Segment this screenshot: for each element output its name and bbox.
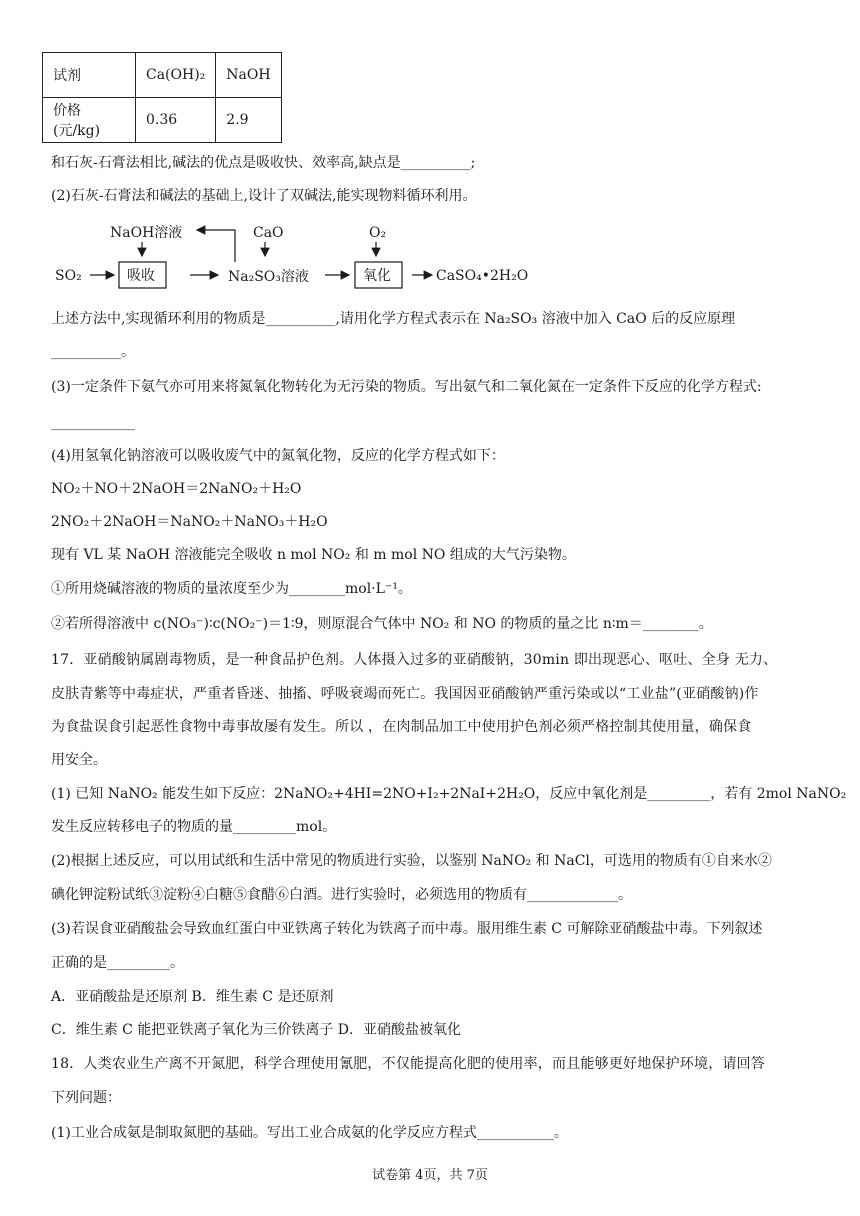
na2so3-solution-label: Na₂SO₃溶液 <box>228 269 309 285</box>
table-cell: 2.9 <box>216 98 281 143</box>
text-line: (4)用氢氧化钠溶液可以吸收废气中的氮氧化物，反应的化学方程式如下： <box>51 448 505 464</box>
text-line: 皮肤青紫等中毒症状，严重者昏迷、抽搐、呼吸衰竭而死亡。我国因亚硝酸钠严重污染或以“工业盐”(亚硝酸钠)作 <box>51 686 759 702</box>
text-line: 为食盐误食引起恶性食物中毒事故屡有发生。所以 ，在肉制品加工中使用护色剂必须严格控制其使用量，确保食 <box>51 719 752 735</box>
oxidize-label: 氧化 <box>363 268 391 284</box>
price-table <box>42 52 282 143</box>
absorb-label: 吸收 <box>127 268 155 284</box>
text-line: 发生反应转移电子的物质的量_________mol。 <box>51 819 337 835</box>
text-line: ____________ <box>51 415 135 431</box>
table-row <box>43 98 282 143</box>
double-alkali-process-diagram <box>50 218 550 298</box>
table-cell: 价格(元/kg) <box>43 98 136 143</box>
equation-line: NO₂＋NO＋2NaOH＝2NaNO₂＋H₂O <box>51 481 302 497</box>
text-line: (3)一定条件下氨气亦可用来将氮氧化物转化为无污染的物质。写出氨气和二氧化氮在一定条件下反应的化学方程式: <box>51 379 762 395</box>
text-line: __________。 <box>51 344 135 360</box>
text-line: 用安全。 <box>51 752 107 768</box>
text-line: (1) 已知 NaNO₂ 能发生如下反应：2NaNO₂+4HI=2NO+I₂+2NaI+2H₂O，反应中氧化剂是_________，若有 2mol NaNO₂ <box>51 786 847 802</box>
page-footer: 试卷第 4页，共 7页 <box>372 1168 488 1183</box>
table-cell: 试剂 <box>43 53 136 98</box>
naoh-solution-label: NaOH溶液 <box>110 225 183 241</box>
table-row <box>43 53 282 98</box>
text-line: 18．人类农业生产离不开氮肥，科学合理使用氰肥，不仅能提高化肥的使用率，而且能够更好地保护环境，请回答 <box>51 1056 766 1072</box>
so2-label: SO₂ <box>55 268 82 284</box>
option-line: A．亚硝酸盐是还原剂 B．维生素 C 是还原剂 <box>51 989 334 1005</box>
table-cell: 0.36 <box>136 98 216 143</box>
text-line: 上述方法中,实现循环利用的物质是__________,请用化学方程式表示在 Na₂SO₃ 溶液中加入 CaO 后的反应原理 <box>51 311 736 327</box>
text-line: 17．亚硝酸钠属剧毒物质，是一种食品护色剂。人体摄入过多的亚硝酸钠，30min 即出现恶心、呕吐、全身 无力、 <box>51 652 778 668</box>
text-line: 下列问题： <box>51 1090 121 1106</box>
text-line: (2)石灰-石膏法和碱法的基础上,设计了双碱法,能实现物料循环利用。 <box>51 188 477 204</box>
equation-line: 2NO₂＋2NaOH＝NaNO₂＋NaNO₃＋H₂O <box>51 514 328 530</box>
text-line: (1)工业合成氨是制取氮肥的基础。写出工业合成氨的化学反应方程式___________。 <box>51 1125 568 1141</box>
table-cell: NaOH <box>216 53 281 98</box>
option-line: C．维生素 C 能把亚铁离子氧化为三价铁离子 D．亚硝酸盐被氧化 <box>51 1022 461 1038</box>
o2-label: O₂ <box>369 225 387 241</box>
text-line: 正确的是_________。 <box>51 955 184 971</box>
cao-label: CaO <box>253 225 284 241</box>
text-line: 和石灰-石膏法相比,碱法的优点是吸收快、效率高,缺点是__________; <box>51 155 476 171</box>
text-line: (3)若误食亚硝酸盐会导致血红蛋白中亚铁离子转化为铁离子而中毒。服用维生素 C 可解除亚硝酸盐中毒。下列叙述 <box>51 921 763 937</box>
text-line: ②若所得溶液中 c(NO₃⁻)∶c(NO₂⁻)＝1∶9，则原混合气体中 NO₂ 和 NO 的物质的量之比 n∶m＝________。 <box>51 616 713 632</box>
text-line: ①所用烧碱溶液的物质的量浓度至少为________mol·L⁻¹。 <box>51 581 412 597</box>
caso4-product-label: CaSO₄•2H₂O <box>436 268 529 284</box>
table-cell: Ca(OH)₂ <box>136 53 216 98</box>
text-line: 碘化钾淀粉试纸③淀粉④白糖⑤食醋⑥白酒。进行实验时，必须选用的物质有_____________。 <box>51 887 632 903</box>
text-line: (2)根据上述反应，可以用试纸和生活中常见的物质进行实验，以鉴别 NaNO₂ 和 NaCl，可选用的物质有①自来水② <box>51 853 772 869</box>
text-line: 现有 VL 某 NaOH 溶液能完全吸收 n mol NO₂ 和 m mol NO 组成的大气污染物。 <box>51 547 576 563</box>
